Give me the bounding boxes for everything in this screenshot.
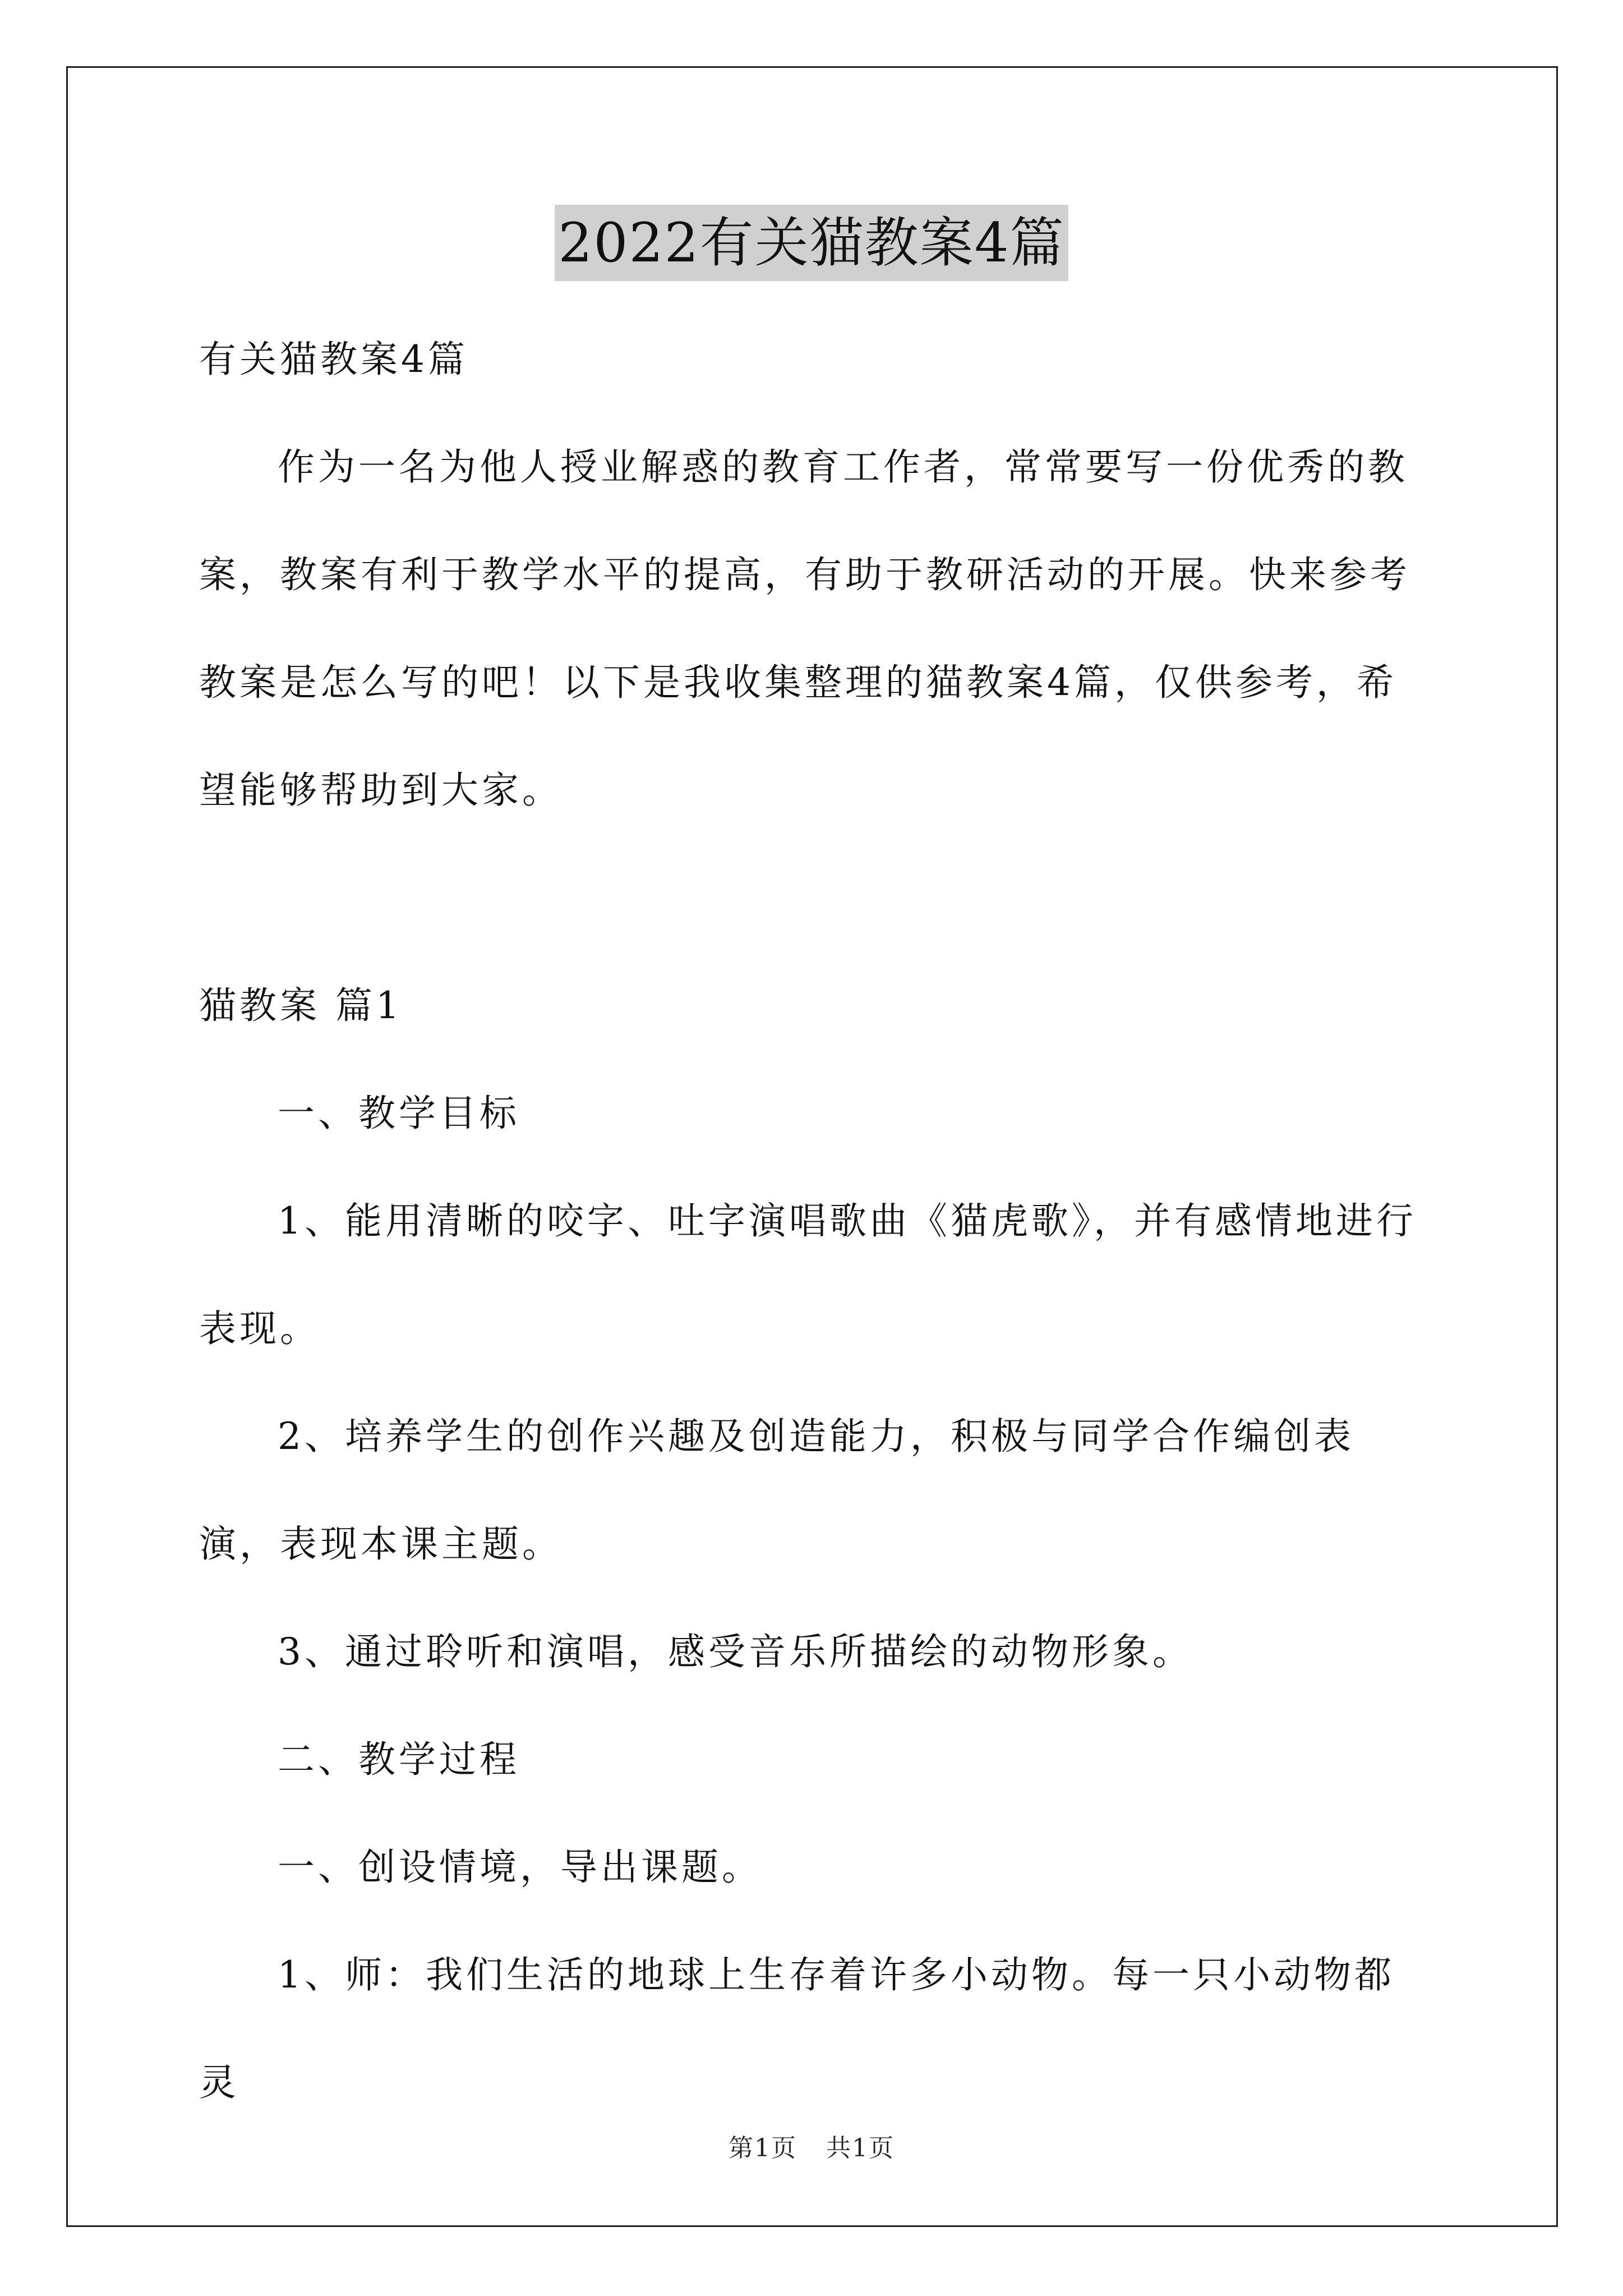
document-subtitle: 有关猫教案4篇 <box>199 338 468 381</box>
document-body <box>199 306 1433 2137</box>
goal-item-1: 1、能用清晰的咬字、吐字演唱歌曲《猫虎歌》，并有感情地进行表现。 <box>199 1199 1417 1350</box>
intro-paragraph: 作为一名为他人授业解惑的教育工作者，常常要写一份优秀的教案，教案有利于教学水平的提高，有助于教研活动的开展。快来参考教案是怎么写的吧！以下是我收集整理的猫教案4篇，仅供参考，希望能够帮助到大家。 <box>199 445 1410 812</box>
goal-item-3: 3、通过聆听和演唱，感受音乐所描绘的动物形象。 <box>278 1630 1193 1673</box>
teaching-goal-heading: 一、教学目标 <box>278 1092 520 1135</box>
paragraph-gap <box>199 844 1433 952</box>
section-title: 猫教案 篇1 <box>199 984 403 1027</box>
teacher-line: 1、师：我们生活的地球上生存着许多小动物。每一只小动物都灵 <box>199 1953 1395 2104</box>
page-total: 共1页 <box>826 2134 895 2162</box>
title-container <box>0 205 1623 281</box>
process-step: 一、创设情境，导出课题。 <box>278 1846 762 1889</box>
document-title: 2022有关猫教案4篇 <box>555 205 1068 281</box>
page-number: 第1页 <box>728 2134 797 2162</box>
page-footer <box>0 2132 1623 2165</box>
process-heading: 二、教学过程 <box>278 1738 520 1781</box>
goal-item-2: 2、培养学生的创作兴趣及创造能力，积极与同学合作编创表演，表现本课主题。 <box>199 1415 1354 1566</box>
